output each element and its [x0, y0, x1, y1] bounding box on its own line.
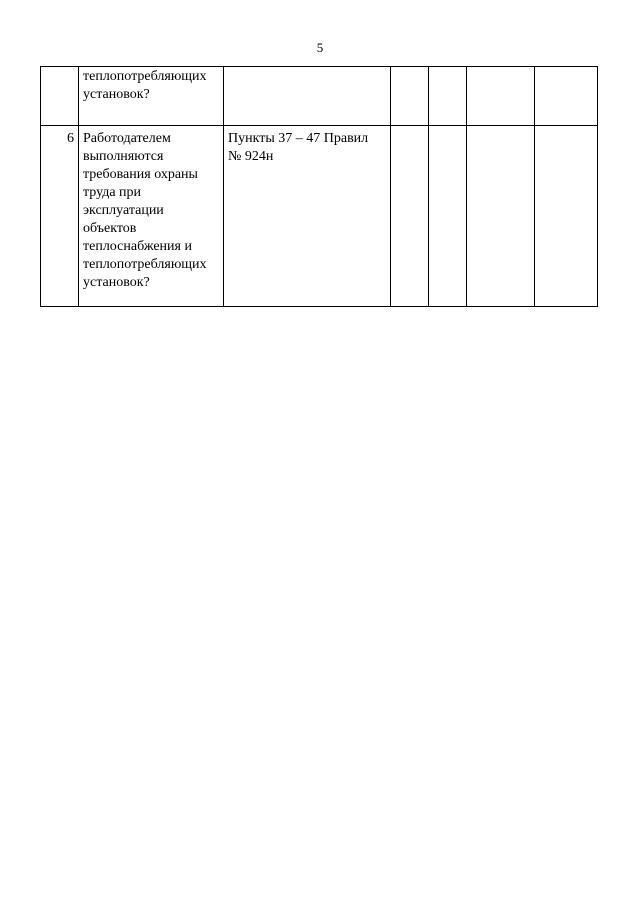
question-cell: [79, 67, 224, 126]
answer-cell: [467, 67, 535, 126]
row-number-cell: [41, 67, 79, 126]
question-line: объектов: [83, 221, 137, 236]
answer-cell: [429, 67, 467, 126]
question-cell: [79, 126, 224, 307]
answer-cell: [391, 67, 429, 126]
reference-cell: [224, 126, 391, 307]
question-line: теплопотребляющих: [83, 69, 207, 84]
table-row: [41, 126, 598, 307]
note-cell: [535, 67, 598, 126]
question-line: труда при: [83, 185, 142, 200]
question-line: выполняются: [83, 149, 164, 164]
question-line: установок?: [83, 275, 150, 290]
table-row: [41, 67, 598, 126]
reference-cell: [224, 67, 391, 126]
answer-cell: [391, 126, 429, 307]
answer-cell: [429, 126, 467, 307]
note-cell: [535, 126, 598, 307]
question-line: теплоснабжения и: [83, 239, 192, 254]
question-line: Работодателем: [83, 131, 171, 146]
question-line: требования охраны: [83, 167, 198, 182]
checklist-table: [40, 66, 598, 307]
reference-line: № 924н: [228, 149, 274, 164]
question-line: установок?: [83, 87, 150, 102]
question-line: теплопотребляющих: [83, 257, 207, 272]
reference-line: Пункты 37 – 47 Правил: [228, 131, 369, 146]
question-line: эксплуатации: [83, 203, 164, 218]
answer-cell: [467, 126, 535, 307]
row-number-cell: 6: [41, 126, 79, 307]
page-number: 5: [316, 40, 324, 55]
